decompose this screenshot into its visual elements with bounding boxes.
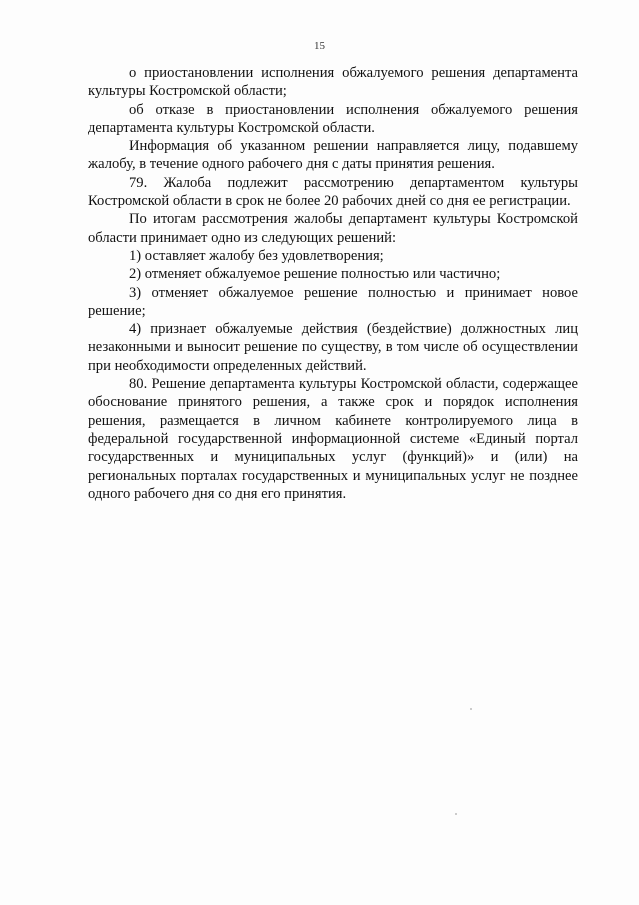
scan-speck	[455, 813, 457, 815]
paragraph-refusal: об отказе в приостановлении исполнения обжалуемого решения департамента культуры Костромской области.	[88, 101, 578, 136]
list-item-3: 3) отменяет обжалуемое решение полностью и принимает новое решение;	[88, 284, 578, 319]
body-text	[88, 64, 578, 503]
list-item-2: 2) отменяет обжалуемое решение полностью или частично;	[129, 266, 501, 283]
paragraph-suspension: о приостановлении исполнения обжалуемого решения департамента культуры Костромской области;	[88, 65, 578, 100]
paragraph-notification: Информация об указанном решении направляется лицу, подавшему жалобу, в течение одного рабочего дня с даты принятия решения.	[88, 138, 578, 173]
page-number: 15	[314, 40, 325, 52]
scan-speck	[470, 708, 472, 710]
list-item-1: 1) оставляет жалобу без удовлетворения;	[129, 247, 384, 264]
list-item-4: 4) признает обжалуемые действия (бездействие) должностных лиц незаконными и выносит решение по существу, в том числе об осуществлении при необходимости определенных действий.	[88, 321, 578, 374]
paragraph-results: По итогам рассмотрения жалобы департамент культуры Костромской области принимает одно из следующих решений:	[88, 211, 578, 246]
paragraph-79: 79. Жалоба подлежит рассмотрению департаментом культуры Костромской области в срок не более 20 рабочих дней со дня ее регистрации.	[88, 174, 578, 210]
paragraph-80: 80. Решение департамента культуры Костромской области, содержащее обоснование принятого решения, а также срок и порядок исполнения решения, размещается в личном кабинете контролируемого лица в федеральной государственной информационной системе «Единый портал государственных и муниципальных услуг (функций)» и (или) на региональных порталах государственных и муниципальных услуг не позднее одного рабочего дня со дня его принятия.	[88, 376, 578, 502]
